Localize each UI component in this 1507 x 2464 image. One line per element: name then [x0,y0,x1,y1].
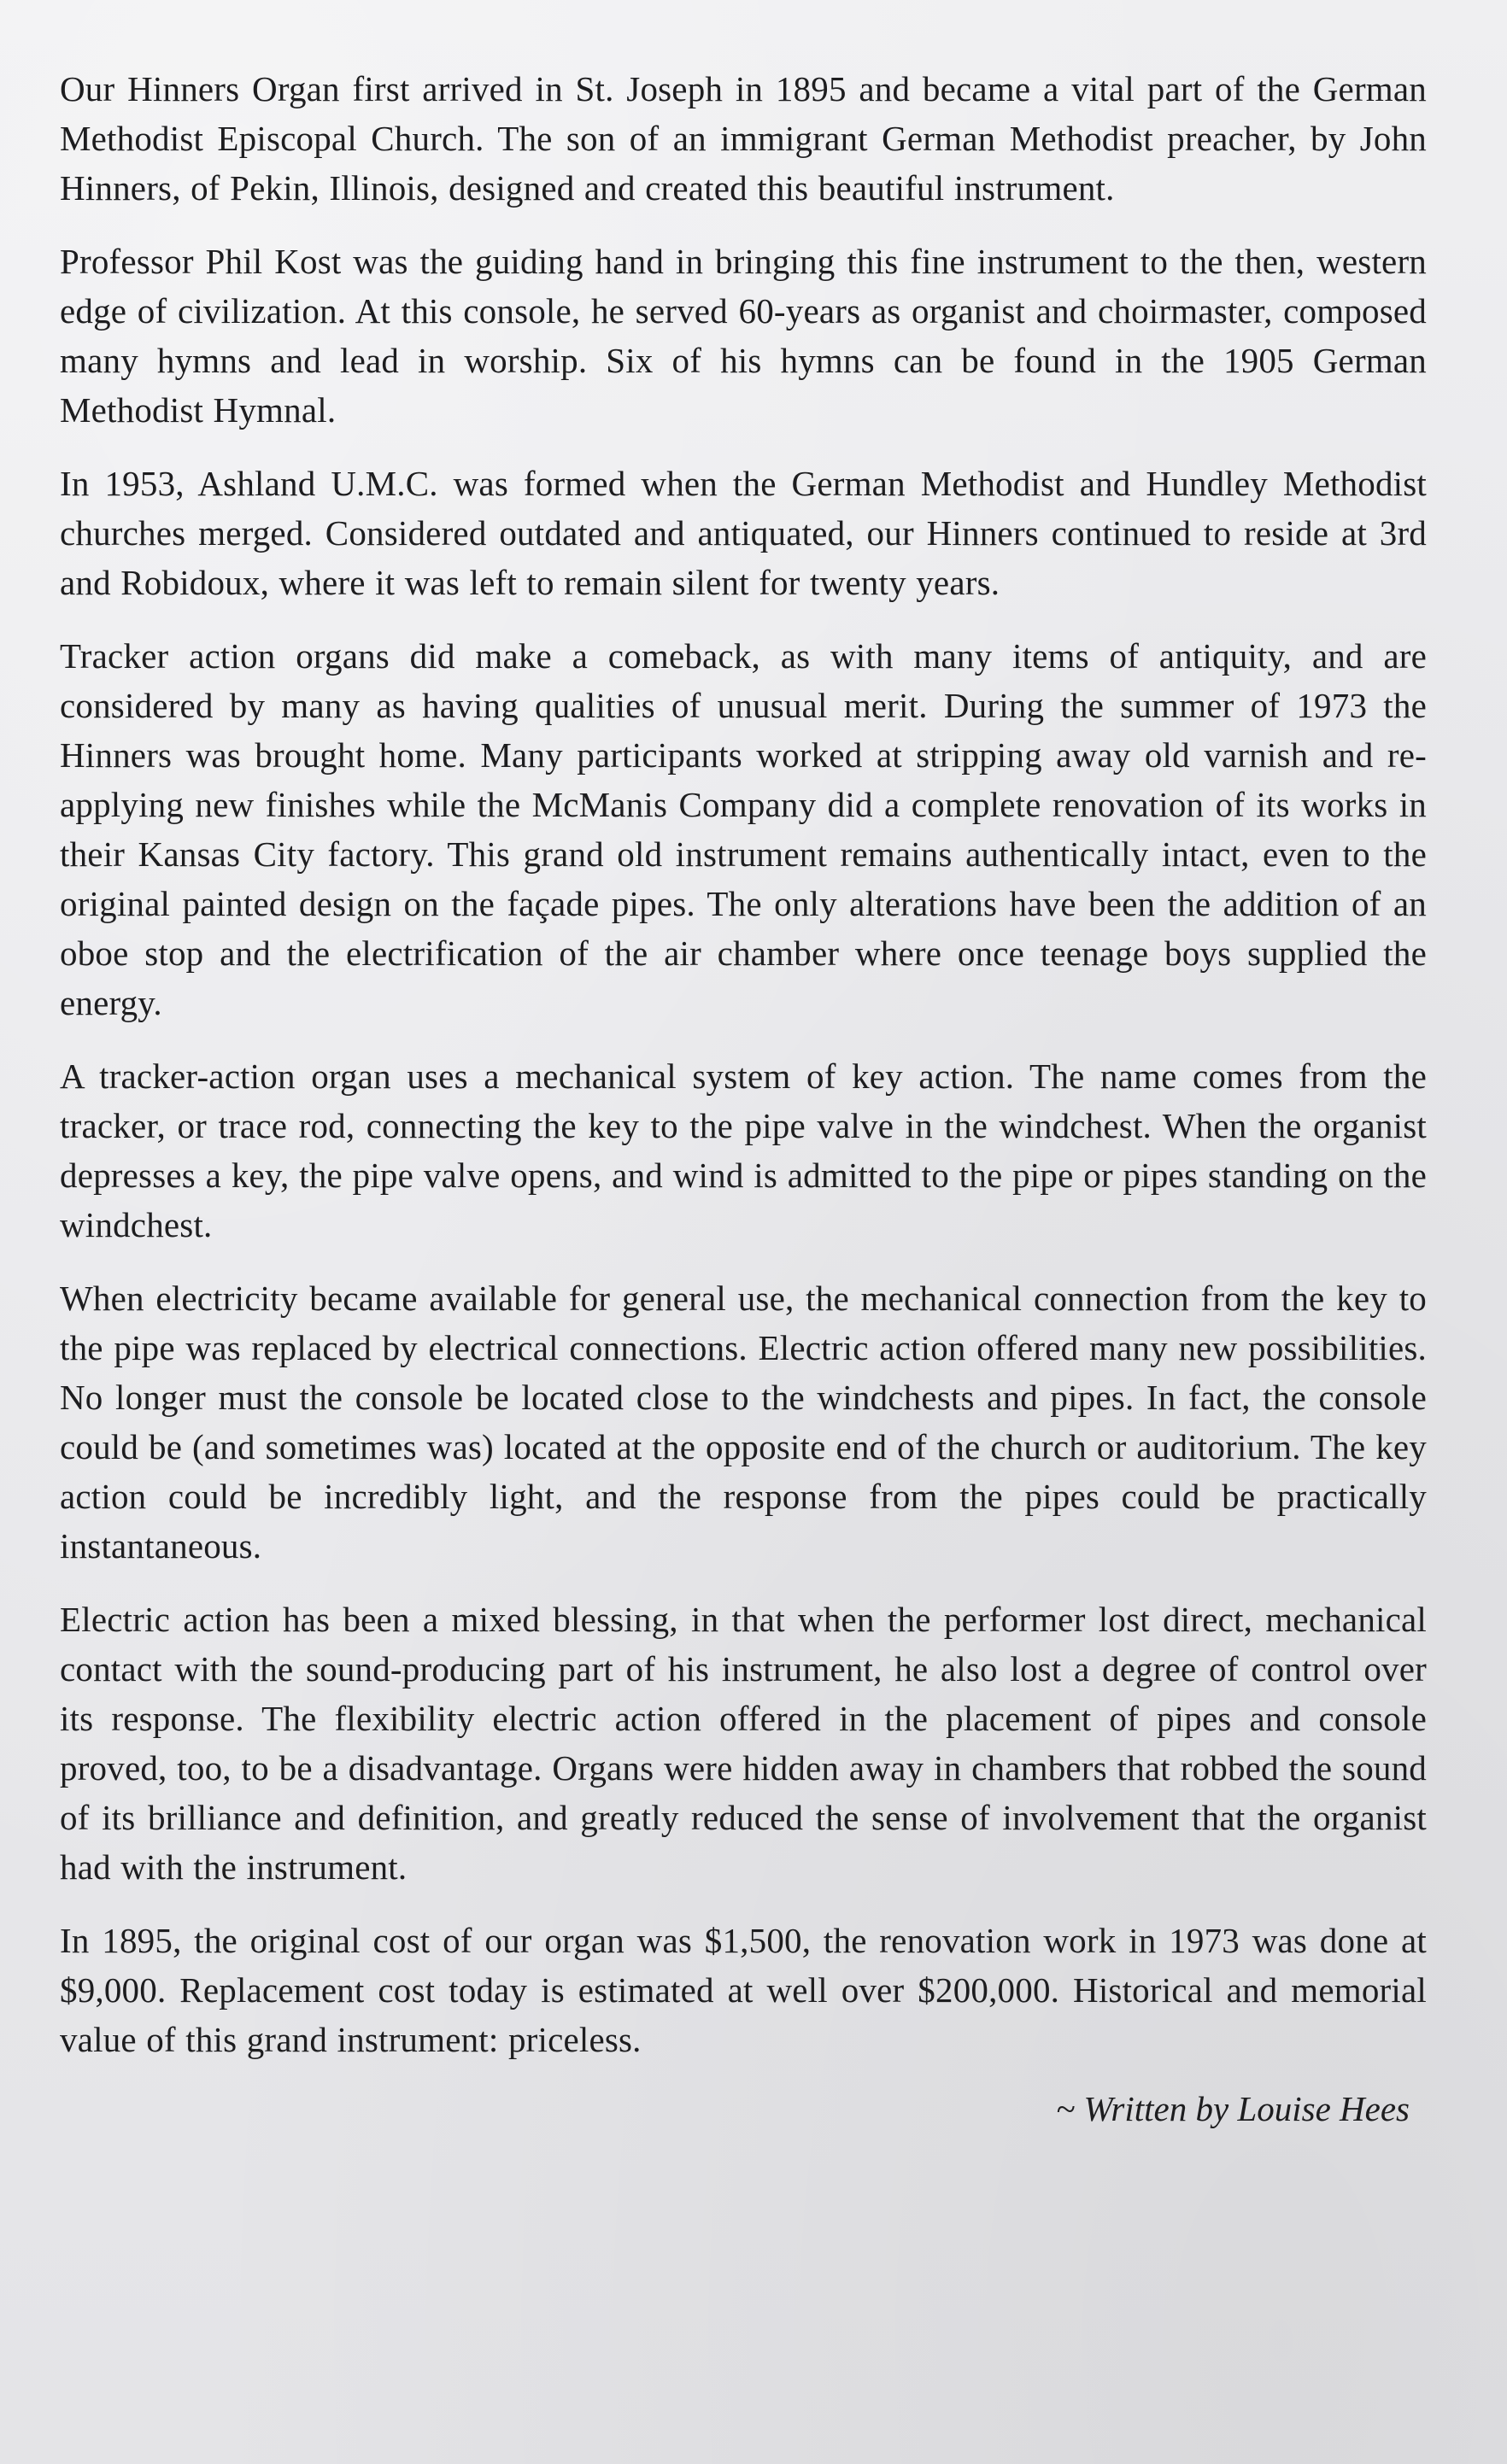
paragraph-tracker-definition: A tracker-action organ uses a mechanical system of key action. The name comes from the tracker, or trace rod, connecting the key to the pipe valve in the windchest. When the organist depresses a key, the pipe valve opens, and wind is admitted to the pipe or pipes standing on the windchest. [60,1056,1427,1244]
document-body [60,64,1427,2129]
paragraph-electric-action: When electricity became available for general use, the mechanical connection from the key to the pipe was replaced by electrical connections. Electric action offered many new possibilities. No longer must the console be located close to the windchests and pipes. In fact, the console could be (and sometimes was) located at the opposite end of the church or auditorium. The key action could be incredibly light, and the response from the pipes could be practically instantaneous. [60,1279,1427,1566]
paragraph-organ-arrival: Our Hinners Organ first arrived in St. Joseph in 1895 and became a vital part of the German Methodist Episcopal Church. The son of an immigrant German Methodist preacher, by John Hinners, of Pekin, Illinois, designed and created this beautiful instrument. [60,69,1427,208]
author-signature: ~ Written by Louise Hees [1056,2089,1410,2128]
paragraph-mixed-blessing: Electric action has been a mixed blessing, in that when the performer lost direct, mechanical contact with the sound-producing part of his instrument, he also lost a degree of control over its response. The flexibility electric action offered in the placement of pipes and console proved, too, to be a disadvantage. Organs were hidden away in chambers that robbed the sound of its brilliance and definition, and greatly reduced the sense of involvement that the organist had with the instrument. [60,1600,1427,1887]
paragraph-phil-kost: Professor Phil Kost was the guiding hand in bringing this fine instrument to the then, western edge of civilization. At this console, he served 60-years as organist and choirmaster, composed many hymns and lead in worship. Six of his hymns can be found in the 1905 German Methodist Hymnal. [60,242,1427,430]
paragraph-cost: In 1895, the original cost of our organ was $1,500, the renovation work in 1973 was done at $9,000. Replacement cost today is estimated at well over $200,000. Historical and memorial value of this grand instrument: priceless. [60,1921,1427,2059]
paragraph-tracker-comeback: Tracker action organs did make a comeback, as with many items of antiquity, and are considered by many as having qualities of unusual merit. During the summer of 1973 the Hinners was brought home. Many participants worked at stripping away old varnish and re-applying new finishes while the McManis Company did a complete renovation of its works in their Kansas City factory. This grand old instrument remains authentically intact, even to the original painted design on the façade pipes. The only alterations have been the addition of an oboe stop and the electrification of the air chamber where once teenage boys supplied the energy. [60,636,1427,1022]
paragraph-ashland-merger: In 1953, Ashland U.M.C. was formed when the German Methodist and Hundley Methodist churches merged. Considered outdated and antiquated, our Hinners continued to reside at 3rd and Robidoux, where it was left to remain silent for twenty years. [60,464,1427,602]
